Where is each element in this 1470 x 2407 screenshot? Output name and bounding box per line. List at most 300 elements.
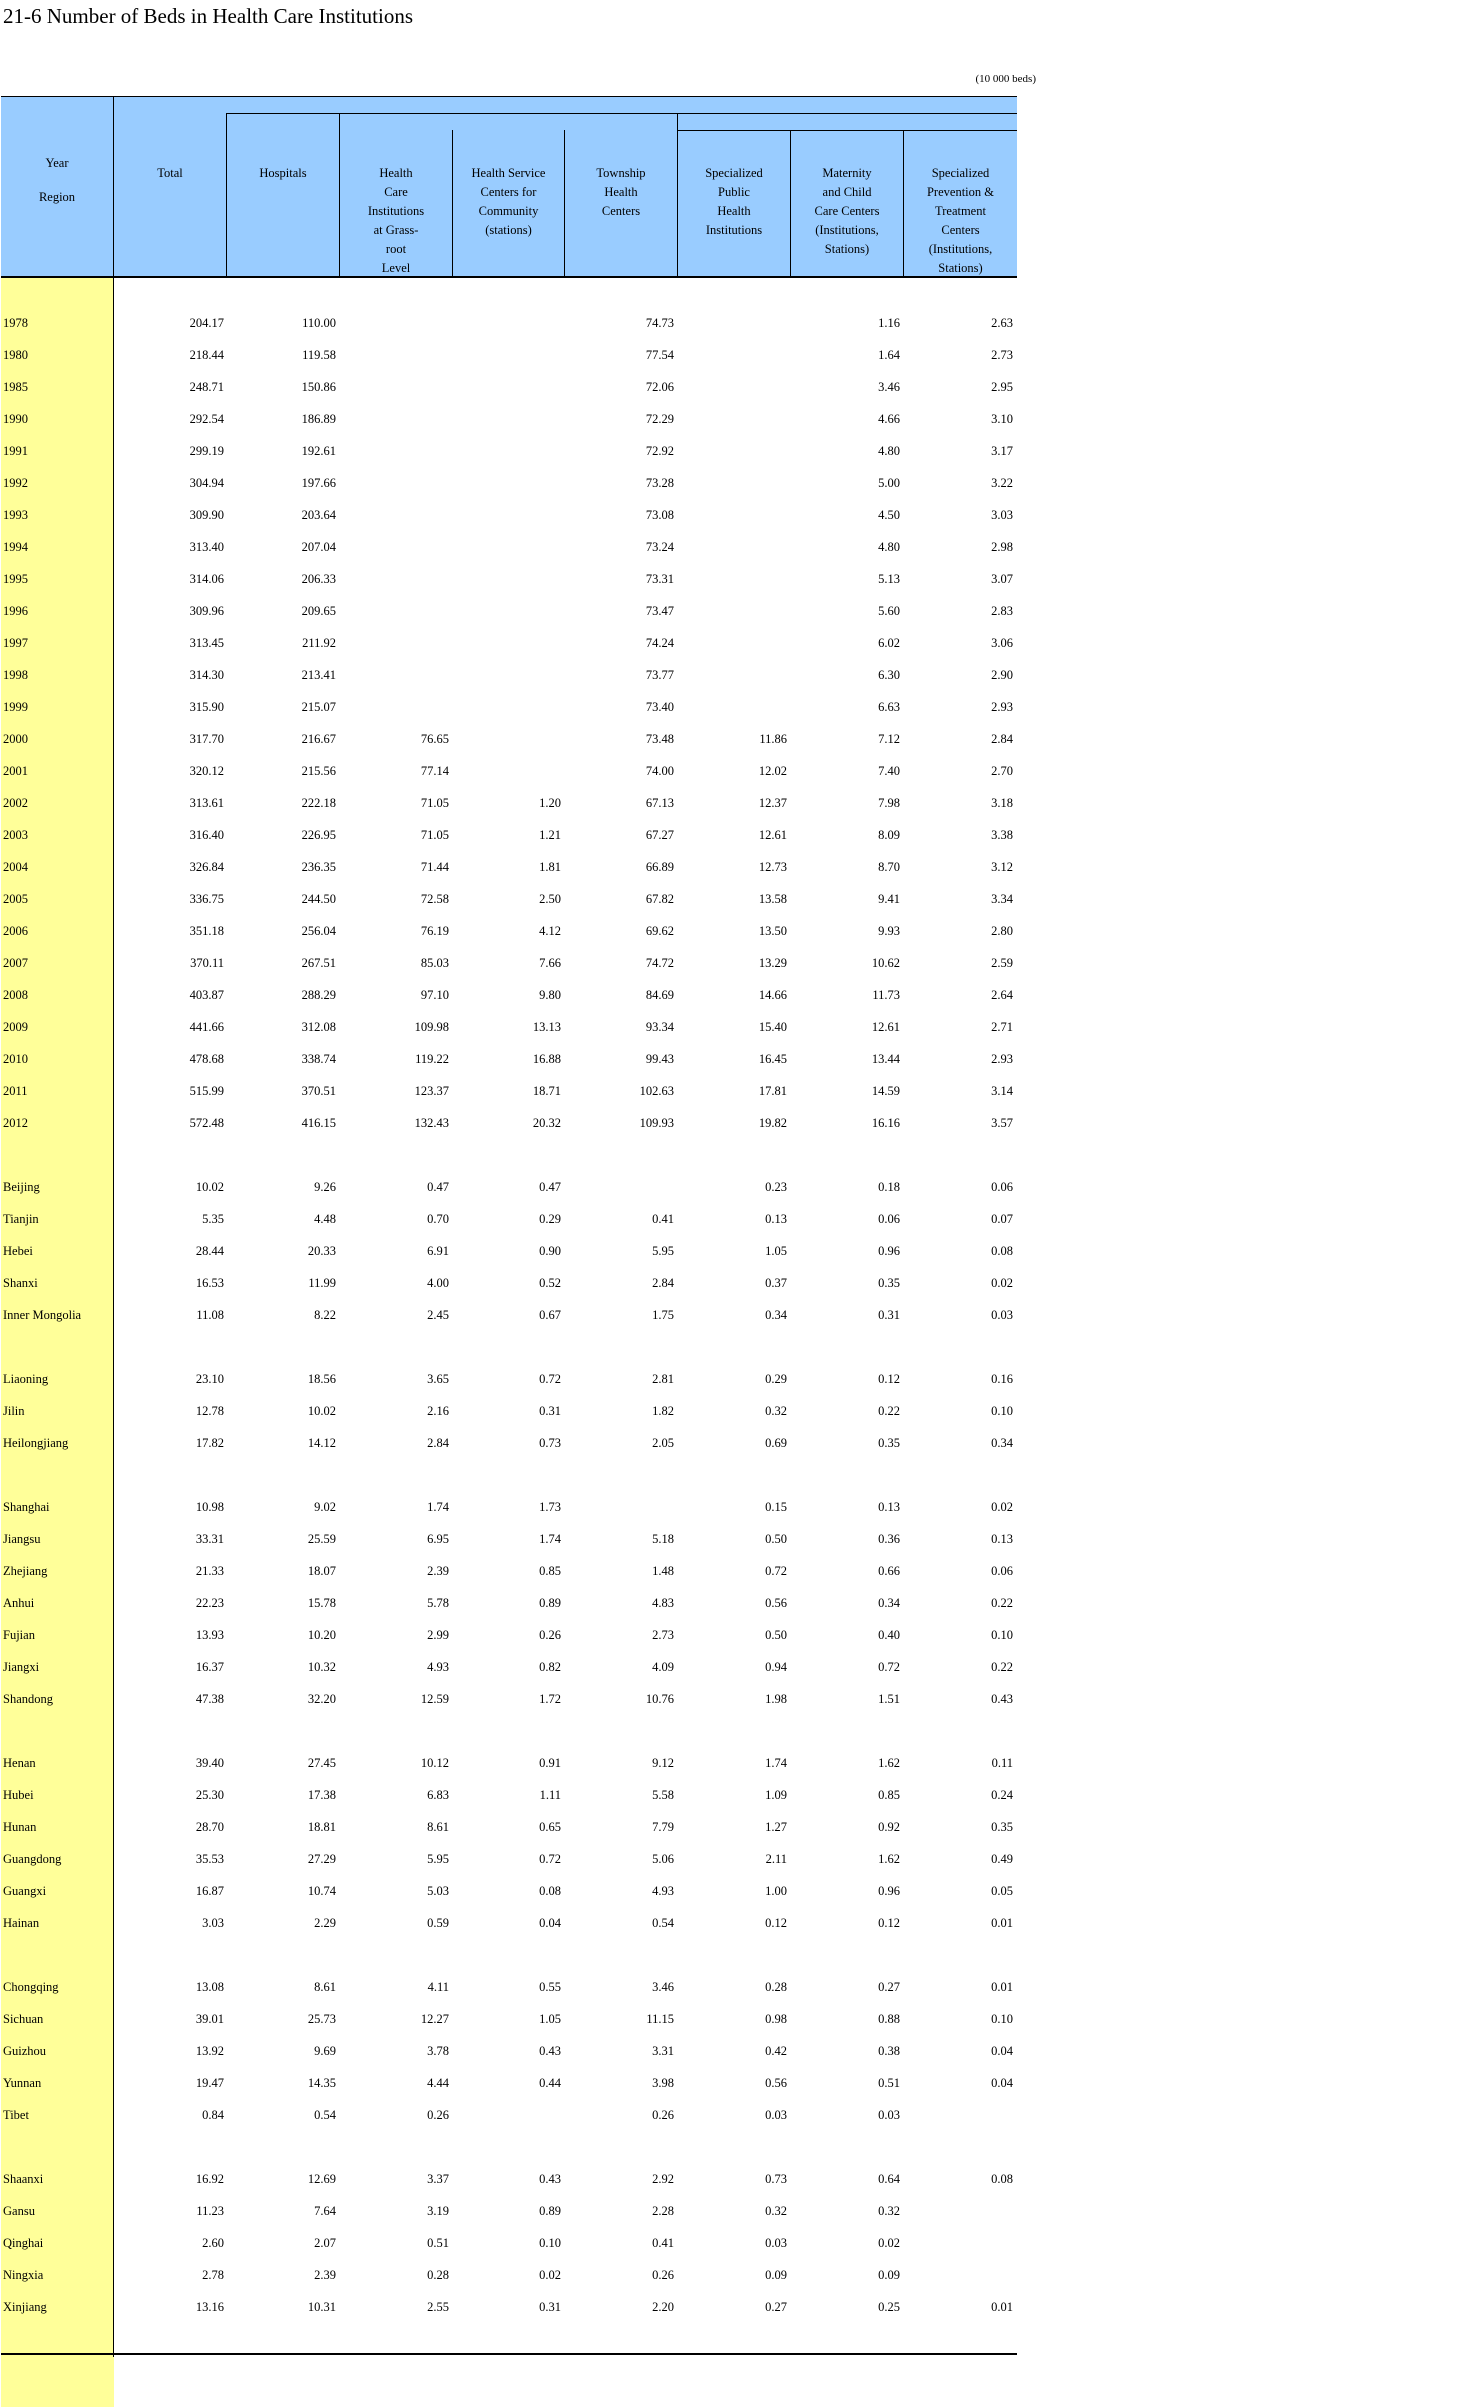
cell-public_health: 0.13: [765, 1212, 787, 1226]
cell-maternity: 7.98: [878, 796, 900, 810]
cell-hospitals: 9.26: [314, 1180, 336, 1194]
cell-township: 2.28: [652, 2204, 674, 2218]
cell-community: 0.52: [539, 1276, 561, 1290]
cell-township: 74.00: [645, 764, 674, 778]
cell-grassroot: 4.00: [427, 1276, 449, 1290]
header-prevention-centers: Specialized Prevention & Treatment Centers (Institutions, Stations): [926, 166, 994, 275]
cell-total: 16.87: [195, 1884, 224, 1898]
cell-hospitals: 197.66: [301, 476, 336, 490]
cell-total: 304.94: [189, 476, 224, 490]
cell-prevention: 0.10: [991, 2012, 1013, 2026]
cell-maternity: 16.16: [871, 1116, 900, 1130]
cell-hospitals: 4.48: [314, 1212, 336, 1226]
row-label: 2012: [3, 1116, 28, 1130]
cell-hospitals: 18.56: [307, 1372, 336, 1386]
cell-community: 1.81: [539, 860, 561, 874]
cell-public_health: 0.98: [765, 2012, 787, 2026]
row-label: 1980: [3, 348, 28, 362]
spacer-row: [0, 1332, 1040, 1364]
cell-township: 67.82: [645, 892, 674, 906]
table-row: [0, 1524, 1040, 1556]
spacer-row: [0, 2132, 1040, 2164]
cell-maternity: 0.40: [878, 1628, 900, 1642]
cell-township: 72.06: [645, 380, 674, 394]
cell-township: 5.58: [652, 1788, 674, 1802]
cell-public_health: 0.27: [765, 2300, 787, 2314]
cell-prevention: 3.14: [991, 1084, 1013, 1098]
cell-grassroot: 6.95: [427, 1532, 449, 1546]
cell-prevention: 2.80: [991, 924, 1013, 938]
cell-prevention: 3.03: [991, 508, 1013, 522]
cell-community: 16.88: [532, 1052, 561, 1066]
cell-hospitals: 8.22: [314, 1308, 336, 1322]
cell-hospitals: 236.35: [301, 860, 336, 874]
cell-township: 69.62: [645, 924, 674, 938]
row-label: 1990: [3, 412, 28, 426]
cell-total: 309.90: [189, 508, 224, 522]
cell-township: 0.26: [652, 2108, 674, 2122]
cell-grassroot: 4.44: [427, 2076, 449, 2090]
cell-public_health: 0.03: [765, 2236, 787, 2250]
cell-maternity: 9.93: [878, 924, 900, 938]
cell-public_health: 1.74: [765, 1756, 787, 1770]
cell-maternity: 11.73: [872, 988, 900, 1002]
cell-prevention: 0.34: [991, 1436, 1013, 1450]
header-subgroup-border: [677, 130, 1017, 131]
cell-township: 74.24: [645, 636, 674, 650]
cell-total: 299.19: [189, 444, 224, 458]
table-row: [0, 1044, 1040, 1076]
table-row: [0, 2260, 1040, 2292]
cell-prevention: 2.83: [991, 604, 1013, 618]
cell-community: 1.20: [539, 796, 561, 810]
cell-prevention: 0.43: [991, 1692, 1013, 1706]
cell-maternity: 0.96: [878, 1884, 900, 1898]
cell-public_health: 19.82: [758, 1116, 787, 1130]
cell-hospitals: 7.64: [314, 2204, 336, 2218]
cell-public_health: 12.02: [758, 764, 787, 778]
table-row: [0, 884, 1040, 916]
table-row: [0, 1780, 1040, 1812]
cell-total: 336.75: [189, 892, 224, 906]
cell-public_health: 13.29: [758, 956, 787, 970]
row-label: Sichuan: [3, 2012, 44, 2026]
table-row: [0, 1492, 1040, 1524]
cell-maternity: 0.06: [878, 1212, 900, 1226]
cell-township: 93.34: [645, 1020, 674, 1034]
cell-community: 0.55: [539, 1980, 561, 1994]
cell-hospitals: 18.07: [307, 1564, 336, 1578]
cell-hospitals: 10.32: [307, 1660, 336, 1674]
cell-community: 0.02: [539, 2268, 561, 2282]
cell-township: 7.79: [652, 1820, 674, 1834]
row-label: 2003: [3, 828, 28, 842]
cell-total: 22.23: [195, 1596, 224, 1610]
cell-total: 11.08: [196, 1308, 224, 1322]
row-label: 2011: [3, 1084, 28, 1098]
row-label: Hubei: [3, 1788, 34, 1802]
cell-community: 0.65: [539, 1820, 561, 1834]
row-label: Henan: [3, 1756, 36, 1770]
cell-grassroot: 8.61: [427, 1820, 449, 1834]
cell-prevention: 0.06: [991, 1180, 1013, 1194]
cell-township: 5.95: [652, 1244, 674, 1258]
cell-grassroot: 76.19: [420, 924, 449, 938]
table-row: [0, 1588, 1040, 1620]
cell-total: 21.33: [195, 1564, 224, 1578]
cell-total: 11.23: [196, 2204, 224, 2218]
cell-grassroot: 85.03: [420, 956, 449, 970]
table-row: [0, 500, 1040, 532]
cell-township: 11.15: [646, 2012, 674, 2026]
cell-prevention: 2.63: [991, 316, 1013, 330]
cell-maternity: 1.16: [878, 316, 900, 330]
cell-grassroot: 2.84: [427, 1436, 449, 1450]
row-label: 2008: [3, 988, 28, 1002]
table-row: [0, 1652, 1040, 1684]
row-label: Hunan: [3, 1820, 37, 1834]
cell-public_health: 0.94: [765, 1660, 787, 1674]
cell-prevention: 0.01: [991, 2300, 1013, 2314]
cell-community: 1.11: [539, 1788, 561, 1802]
cell-community: 0.72: [539, 1852, 561, 1866]
table-row: [0, 1908, 1040, 1940]
table-row: [0, 1812, 1040, 1844]
cell-maternity: 0.92: [878, 1820, 900, 1834]
header-public-health: Specialized Public Health Institutions: [705, 166, 763, 237]
cell-prevention: 3.17: [991, 444, 1013, 458]
cell-prevention: 0.35: [991, 1820, 1013, 1834]
cell-township: 73.31: [645, 572, 674, 586]
cell-township: 2.73: [652, 1628, 674, 1642]
cell-prevention: 2.90: [991, 668, 1013, 682]
cell-total: 39.40: [195, 1756, 224, 1770]
cell-hospitals: 32.20: [307, 1692, 336, 1706]
cell-prevention: 3.12: [991, 860, 1013, 874]
table-row: [0, 852, 1040, 884]
cell-hospitals: 27.29: [307, 1852, 336, 1866]
cell-hospitals: 2.07: [314, 2236, 336, 2250]
table-row: [0, 724, 1040, 756]
row-label: Yunnan: [3, 2076, 42, 2090]
cell-community: 0.44: [539, 2076, 561, 2090]
cell-grassroot: 97.10: [420, 988, 449, 1002]
cell-community: 1.74: [539, 1532, 561, 1546]
cell-grassroot: 5.95: [427, 1852, 449, 1866]
row-label: Shandong: [3, 1692, 53, 1706]
row-label: 1991: [3, 444, 28, 458]
row-label: Fujian: [3, 1628, 35, 1642]
cell-total: 478.68: [189, 1052, 224, 1066]
cell-public_health: 2.11: [765, 1852, 787, 1866]
table-row: [0, 660, 1040, 692]
cell-prevention: 2.98: [991, 540, 1013, 554]
cell-total: 35.53: [195, 1852, 224, 1866]
cell-total: 13.93: [195, 1628, 224, 1642]
cell-community: 2.50: [539, 892, 561, 906]
row-label: Beijing: [3, 1180, 40, 1194]
cell-hospitals: 20.33: [307, 1244, 336, 1258]
cell-prevention: 3.22: [991, 476, 1013, 490]
cell-township: 0.41: [652, 1212, 674, 1226]
table-row: [0, 2228, 1040, 2260]
cell-hospitals: 0.54: [314, 2108, 336, 2122]
cell-township: 67.27: [645, 828, 674, 842]
cell-prevention: 2.59: [991, 956, 1013, 970]
cell-hospitals: 17.38: [307, 1788, 336, 1802]
row-label: Heilongjiang: [3, 1436, 69, 1450]
cell-township: 73.24: [645, 540, 674, 554]
table-row: [0, 340, 1040, 372]
cell-hospitals: 215.56: [301, 764, 336, 778]
row-label: Liaoning: [3, 1372, 49, 1386]
table-row: [0, 1268, 1040, 1300]
cell-maternity: 0.51: [878, 2076, 900, 2090]
row-label: Qinghai: [3, 2236, 44, 2250]
table-row: [0, 948, 1040, 980]
spacer-row: [0, 1716, 1040, 1748]
table-row: [0, 2036, 1040, 2068]
row-label: 2007: [3, 956, 28, 970]
cell-total: 47.38: [195, 1692, 224, 1706]
cell-maternity: 0.66: [878, 1564, 900, 1578]
cell-grassroot: 3.19: [427, 2204, 449, 2218]
header-township-centers: Township Health Centers: [596, 166, 646, 218]
cell-total: 320.12: [189, 764, 224, 778]
row-label: Jiangxi: [3, 1660, 40, 1674]
table-row: [0, 308, 1040, 340]
row-label: Jiangsu: [3, 1532, 41, 1546]
table-row: [0, 980, 1040, 1012]
cell-hospitals: 207.04: [301, 540, 336, 554]
cell-public_health: 15.40: [758, 1020, 787, 1034]
cell-maternity: 0.09: [878, 2268, 900, 2282]
cell-prevention: 0.10: [991, 1404, 1013, 1418]
header-bottom-border: [1, 276, 1017, 278]
cell-hospitals: 244.50: [301, 892, 336, 906]
table-row: [0, 692, 1040, 724]
cell-public_health: 0.15: [765, 1500, 787, 1514]
cell-hospitals: 14.12: [307, 1436, 336, 1450]
cell-total: 351.18: [189, 924, 224, 938]
cell-prevention: 0.02: [991, 1500, 1013, 1514]
cell-maternity: 12.61: [871, 1020, 900, 1034]
cell-community: 0.43: [539, 2172, 561, 2186]
cell-hospitals: 2.39: [314, 2268, 336, 2282]
table-row: [0, 1972, 1040, 2004]
row-label: Guangxi: [3, 1884, 47, 1898]
cell-grassroot: 6.83: [427, 1788, 449, 1802]
cell-total: 441.66: [189, 1020, 224, 1034]
cell-township: 2.05: [652, 1436, 674, 1450]
cell-public_health: 0.34: [765, 1308, 787, 1322]
cell-township: 4.09: [652, 1660, 674, 1674]
cell-grassroot: 0.59: [427, 1916, 449, 1930]
cell-grassroot: 12.27: [420, 2012, 449, 2026]
cell-grassroot: 2.45: [427, 1308, 449, 1322]
table-row: [0, 2164, 1040, 2196]
row-label: Shanxi: [3, 1276, 38, 1290]
cell-prevention: 0.24: [991, 1788, 1013, 1802]
table-row: [0, 1748, 1040, 1780]
cell-maternity: 8.09: [878, 828, 900, 842]
cell-grassroot: 0.47: [427, 1180, 449, 1194]
cell-township: 73.77: [645, 668, 674, 682]
cell-total: 16.92: [195, 2172, 224, 2186]
row-label: 2010: [3, 1052, 28, 1066]
cell-prevention: 2.70: [991, 764, 1013, 778]
cell-total: 403.87: [189, 988, 224, 1002]
cell-maternity: 7.12: [878, 732, 900, 746]
row-label: 1985: [3, 380, 28, 394]
table-row: [0, 372, 1040, 404]
cell-township: 74.73: [645, 316, 674, 330]
cell-grassroot: 2.99: [427, 1628, 449, 1642]
table-bottom-border: [1, 2353, 1017, 2355]
cell-township: 73.48: [645, 732, 674, 746]
cell-public_health: 0.12: [765, 1916, 787, 1930]
cell-public_health: 13.58: [758, 892, 787, 906]
cell-grassroot: 2.16: [427, 1404, 449, 1418]
row-label: 2000: [3, 732, 28, 746]
table-row: [0, 2196, 1040, 2228]
cell-community: 0.29: [539, 1212, 561, 1226]
cell-township: 72.29: [645, 412, 674, 426]
table-row: [0, 1172, 1040, 1204]
cell-prevention: 0.06: [991, 1564, 1013, 1578]
cell-hospitals: 8.61: [314, 1980, 336, 1994]
cell-township: 2.92: [652, 2172, 674, 2186]
cell-grassroot: 2.55: [427, 2300, 449, 2314]
cell-hospitals: 18.81: [307, 1820, 336, 1834]
cell-maternity: 0.36: [878, 1532, 900, 1546]
cell-maternity: 6.63: [878, 700, 900, 714]
cell-prevention: 3.57: [991, 1116, 1013, 1130]
table-row: [0, 2068, 1040, 2100]
cell-hospitals: 25.73: [307, 2012, 336, 2026]
cell-total: 0.84: [202, 2108, 224, 2122]
cell-grassroot: 132.43: [414, 1116, 449, 1130]
cell-prevention: 2.84: [991, 732, 1013, 746]
cell-maternity: 4.50: [878, 508, 900, 522]
row-label: 2005: [3, 892, 28, 906]
cell-grassroot: 0.26: [427, 2108, 449, 2122]
cell-grassroot: 71.05: [420, 796, 449, 810]
cell-community: 0.04: [539, 1916, 561, 1930]
cell-public_health: 0.29: [765, 1372, 787, 1386]
cell-grassroot: 2.39: [427, 1564, 449, 1578]
cell-prevention: 0.07: [991, 1212, 1013, 1226]
cell-community: 0.89: [539, 2204, 561, 2218]
table-row: [0, 1300, 1040, 1332]
cell-township: 2.20: [652, 2300, 674, 2314]
cell-total: 28.70: [195, 1820, 224, 1834]
cell-township: 10.76: [645, 1692, 674, 1706]
cell-total: 313.40: [189, 540, 224, 554]
cell-maternity: 4.66: [878, 412, 900, 426]
table-row: [0, 1076, 1040, 1108]
cell-township: 5.06: [652, 1852, 674, 1866]
cell-community: 0.82: [539, 1660, 561, 1674]
table-row: [0, 468, 1040, 500]
table-row: [0, 1396, 1040, 1428]
cell-township: 73.47: [645, 604, 674, 618]
cell-prevention: 3.18: [991, 796, 1013, 810]
cell-township: 102.63: [639, 1084, 674, 1098]
row-label: Xinjiang: [3, 2300, 47, 2314]
cell-hospitals: 209.65: [301, 604, 336, 618]
cell-total: 314.06: [189, 572, 224, 586]
cell-prevention: 0.03: [991, 1308, 1013, 1322]
cell-community: 0.43: [539, 2044, 561, 2058]
cell-hospitals: 10.02: [307, 1404, 336, 1418]
cell-prevention: 0.11: [991, 1756, 1013, 1770]
row-label: 1997: [3, 636, 28, 650]
cell-hospitals: 222.18: [301, 796, 336, 810]
cell-hospitals: 211.92: [302, 636, 336, 650]
cell-hospitals: 203.64: [301, 508, 336, 522]
cell-public_health: 0.72: [765, 1564, 787, 1578]
cell-total: 17.82: [195, 1436, 224, 1450]
cell-total: 326.84: [189, 860, 224, 874]
cell-prevention: 2.64: [991, 988, 1013, 1002]
cell-maternity: 0.72: [878, 1660, 900, 1674]
cell-maternity: 0.38: [878, 2044, 900, 2058]
cell-public_health: 0.56: [765, 2076, 787, 2090]
cell-community: 0.26: [539, 1628, 561, 1642]
cell-public_health: 1.05: [765, 1244, 787, 1258]
table-row: [0, 436, 1040, 468]
cell-public_health: 13.50: [758, 924, 787, 938]
cell-total: 28.44: [195, 1244, 224, 1258]
cell-township: 5.18: [652, 1532, 674, 1546]
cell-hospitals: 9.69: [314, 2044, 336, 2058]
cell-community: 0.72: [539, 1372, 561, 1386]
cell-hospitals: 27.45: [307, 1756, 336, 1770]
row-label: Tianjin: [3, 1212, 39, 1226]
cell-total: 13.16: [195, 2300, 224, 2314]
cell-total: 292.54: [189, 412, 224, 426]
cell-total: 2.60: [202, 2236, 224, 2250]
cell-community: 1.73: [539, 1500, 561, 1514]
cell-grassroot: 3.78: [427, 2044, 449, 2058]
cell-maternity: 4.80: [878, 540, 900, 554]
cell-total: 309.96: [189, 604, 224, 618]
cell-maternity: 13.44: [871, 1052, 900, 1066]
cell-total: 16.53: [195, 1276, 224, 1290]
spacer-row: [0, 1140, 1040, 1172]
table-row: [0, 820, 1040, 852]
cell-community: 1.21: [539, 828, 561, 842]
cell-maternity: 0.32: [878, 2204, 900, 2218]
cell-grassroot: 76.65: [420, 732, 449, 746]
row-label: 1994: [3, 540, 28, 554]
header-total: Total: [157, 166, 183, 180]
header-group-border: [226, 113, 1017, 114]
row-label: Tibet: [3, 2108, 29, 2122]
cell-hospitals: 370.51: [301, 1084, 336, 1098]
cell-public_health: 0.23: [765, 1180, 787, 1194]
cell-total: 315.90: [189, 700, 224, 714]
table-row: [0, 596, 1040, 628]
cell-community: 4.12: [539, 924, 561, 938]
row-label: 2004: [3, 860, 28, 874]
cell-community: 1.05: [539, 2012, 561, 2026]
cell-community: 1.72: [539, 1692, 561, 1706]
row-label: Ningxia: [3, 2268, 44, 2282]
cell-community: 0.73: [539, 1436, 561, 1450]
table-row: [0, 1876, 1040, 1908]
